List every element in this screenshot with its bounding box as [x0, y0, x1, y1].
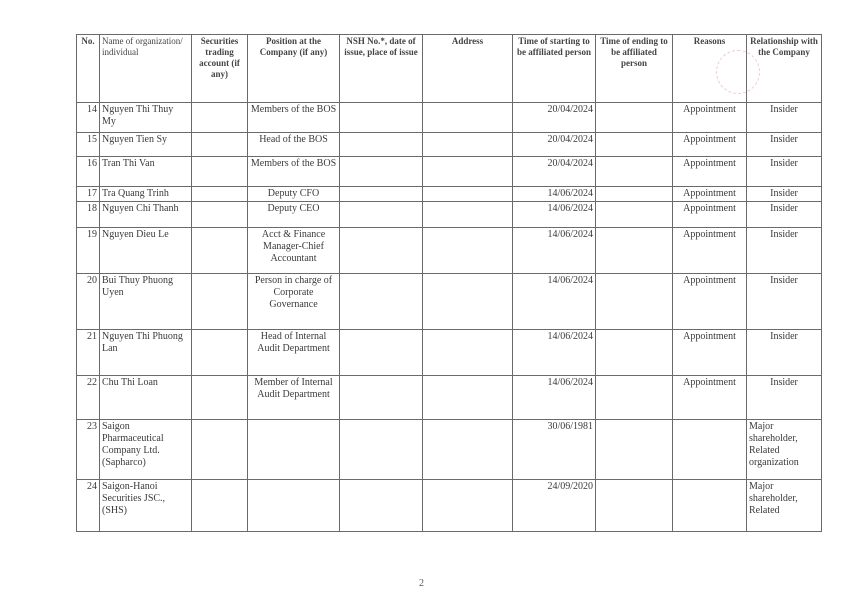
cell-no: 14 — [77, 103, 100, 133]
cell-nsh — [340, 157, 423, 187]
table-row — [77, 480, 822, 532]
table-row — [77, 228, 822, 274]
cell-nsh — [340, 187, 423, 202]
header-end-time: Time of ending to be affiliated person — [596, 35, 673, 103]
header-address: Address — [423, 35, 513, 103]
affiliated-persons-table — [76, 34, 822, 532]
cell-no: 20 — [77, 274, 100, 330]
cell-start-time: 30/06/1981 — [513, 420, 596, 480]
cell-position: Deputy CFO — [248, 187, 340, 202]
cell-address — [423, 420, 513, 480]
cell-relationship: Insider — [747, 157, 822, 187]
cell-name: Saigon Pharmaceutical Company Ltd. (Sapharco) — [100, 420, 192, 480]
cell-nsh — [340, 376, 423, 420]
table-row — [77, 376, 822, 420]
cell-start-time: 20/04/2024 — [513, 103, 596, 133]
header-relationship: Relationship with the Company — [747, 35, 822, 103]
cell-address — [423, 133, 513, 157]
cell-relationship: Insider — [747, 187, 822, 202]
cell-reason: Appointment — [673, 187, 747, 202]
cell-reason: Appointment — [673, 228, 747, 274]
cell-end-time — [596, 480, 673, 532]
cell-relationship: Insider — [747, 202, 822, 228]
cell-relationship: Major shareholder, Related organization — [747, 420, 822, 480]
cell-position — [248, 480, 340, 532]
cell-start-time: 14/06/2024 — [513, 228, 596, 274]
table-row — [77, 330, 822, 376]
header-row — [77, 35, 822, 103]
page-number: 2 — [419, 578, 424, 589]
cell-address — [423, 103, 513, 133]
cell-start-time: 14/06/2024 — [513, 202, 596, 228]
cell-account — [192, 228, 248, 274]
cell-relationship: Insider — [747, 133, 822, 157]
header-position: Position at the Company (if any) — [248, 35, 340, 103]
cell-start-time: 14/06/2024 — [513, 330, 596, 376]
cell-address — [423, 187, 513, 202]
cell-name: Chu Thi Loan — [100, 376, 192, 420]
cell-start-time: 24/09/2020 — [513, 480, 596, 532]
cell-start-time: 14/06/2024 — [513, 274, 596, 330]
header-name: Name of organization/ individual — [100, 35, 192, 103]
cell-end-time — [596, 228, 673, 274]
header-start-time: Time of starting to be affiliated person — [513, 35, 596, 103]
cell-name: Nguyen Dieu Le — [100, 228, 192, 274]
cell-end-time — [596, 103, 673, 133]
cell-position: Members of the BOS — [248, 157, 340, 187]
cell-no: 17 — [77, 187, 100, 202]
cell-no: 23 — [77, 420, 100, 480]
cell-address — [423, 228, 513, 274]
cell-no: 16 — [77, 157, 100, 187]
cell-name: Nguyen Chi Thanh — [100, 202, 192, 228]
cell-relationship: Insider — [747, 376, 822, 420]
cell-name: Nguyen Thi Thuy My — [100, 103, 192, 133]
cell-position: Head of the BOS — [248, 133, 340, 157]
cell-reason: Appointment — [673, 376, 747, 420]
cell-end-time — [596, 157, 673, 187]
cell-reason: Appointment — [673, 103, 747, 133]
cell-end-time — [596, 133, 673, 157]
cell-end-time — [596, 330, 673, 376]
header-securities-account: Securities trading account (if any) — [192, 35, 248, 103]
cell-reason: Appointment — [673, 274, 747, 330]
cell-address — [423, 157, 513, 187]
cell-nsh — [340, 274, 423, 330]
header-no: No. — [77, 35, 100, 103]
cell-reason — [673, 480, 747, 532]
cell-end-time — [596, 420, 673, 480]
cell-relationship: Insider — [747, 274, 822, 330]
cell-address — [423, 202, 513, 228]
cell-nsh — [340, 202, 423, 228]
cell-start-time: 20/04/2024 — [513, 133, 596, 157]
cell-end-time — [596, 376, 673, 420]
cell-name: Saigon-Hanoi Securities JSC., (SHS) — [100, 480, 192, 532]
cell-relationship: Major shareholder, Related — [747, 480, 822, 532]
cell-no: 18 — [77, 202, 100, 228]
cell-name: Nguyen Tien Sy — [100, 133, 192, 157]
cell-account — [192, 376, 248, 420]
cell-reason: Appointment — [673, 330, 747, 376]
cell-relationship: Insider — [747, 103, 822, 133]
table-row — [77, 420, 822, 480]
cell-relationship: Insider — [747, 228, 822, 274]
cell-position: Head of Internal Audit Department — [248, 330, 340, 376]
cell-start-time: 14/06/2024 — [513, 187, 596, 202]
cell-reason — [673, 420, 747, 480]
cell-address — [423, 376, 513, 420]
table-row — [77, 103, 822, 133]
table-row — [77, 274, 822, 330]
cell-account — [192, 202, 248, 228]
cell-end-time — [596, 274, 673, 330]
cell-end-time — [596, 187, 673, 202]
table-row — [77, 202, 822, 228]
cell-nsh — [340, 103, 423, 133]
cell-account — [192, 330, 248, 376]
cell-account — [192, 480, 248, 532]
cell-address — [423, 330, 513, 376]
cell-nsh — [340, 420, 423, 480]
cell-no: 19 — [77, 228, 100, 274]
cell-nsh — [340, 133, 423, 157]
cell-position: Members of the BOS — [248, 103, 340, 133]
cell-no: 24 — [77, 480, 100, 532]
cell-account — [192, 157, 248, 187]
cell-start-time: 14/06/2024 — [513, 376, 596, 420]
cell-position: Deputy CEO — [248, 202, 340, 228]
cell-no: 22 — [77, 376, 100, 420]
cell-account — [192, 187, 248, 202]
cell-account — [192, 103, 248, 133]
cell-no: 15 — [77, 133, 100, 157]
cell-nsh — [340, 480, 423, 532]
cell-account — [192, 133, 248, 157]
cell-position — [248, 420, 340, 480]
cell-name: Tran Thi Van — [100, 157, 192, 187]
cell-reason: Appointment — [673, 157, 747, 187]
cell-no: 21 — [77, 330, 100, 376]
table-row — [77, 133, 822, 157]
cell-position: Member of Internal Audit Department — [248, 376, 340, 420]
cell-relationship: Insider — [747, 330, 822, 376]
cell-reason: Appointment — [673, 202, 747, 228]
table-row — [77, 157, 822, 187]
cell-nsh — [340, 228, 423, 274]
header-reasons: Reasons — [673, 35, 747, 103]
cell-account — [192, 274, 248, 330]
cell-nsh — [340, 330, 423, 376]
cell-name: Bui Thuy Phuong Uyen — [100, 274, 192, 330]
cell-end-time — [596, 202, 673, 228]
cell-address — [423, 274, 513, 330]
cell-name: Tra Quang Trinh — [100, 187, 192, 202]
cell-position: Person in charge of Corporate Governance — [248, 274, 340, 330]
cell-position: Acct & Finance Manager-Chief Accountant — [248, 228, 340, 274]
cell-address — [423, 480, 513, 532]
table-row — [77, 187, 822, 202]
cell-account — [192, 420, 248, 480]
header-nsh: NSH No.*, date of issue, place of issue — [340, 35, 423, 103]
cell-start-time: 20/04/2024 — [513, 157, 596, 187]
cell-name: Nguyen Thi Phuong Lan — [100, 330, 192, 376]
cell-reason: Appointment — [673, 133, 747, 157]
